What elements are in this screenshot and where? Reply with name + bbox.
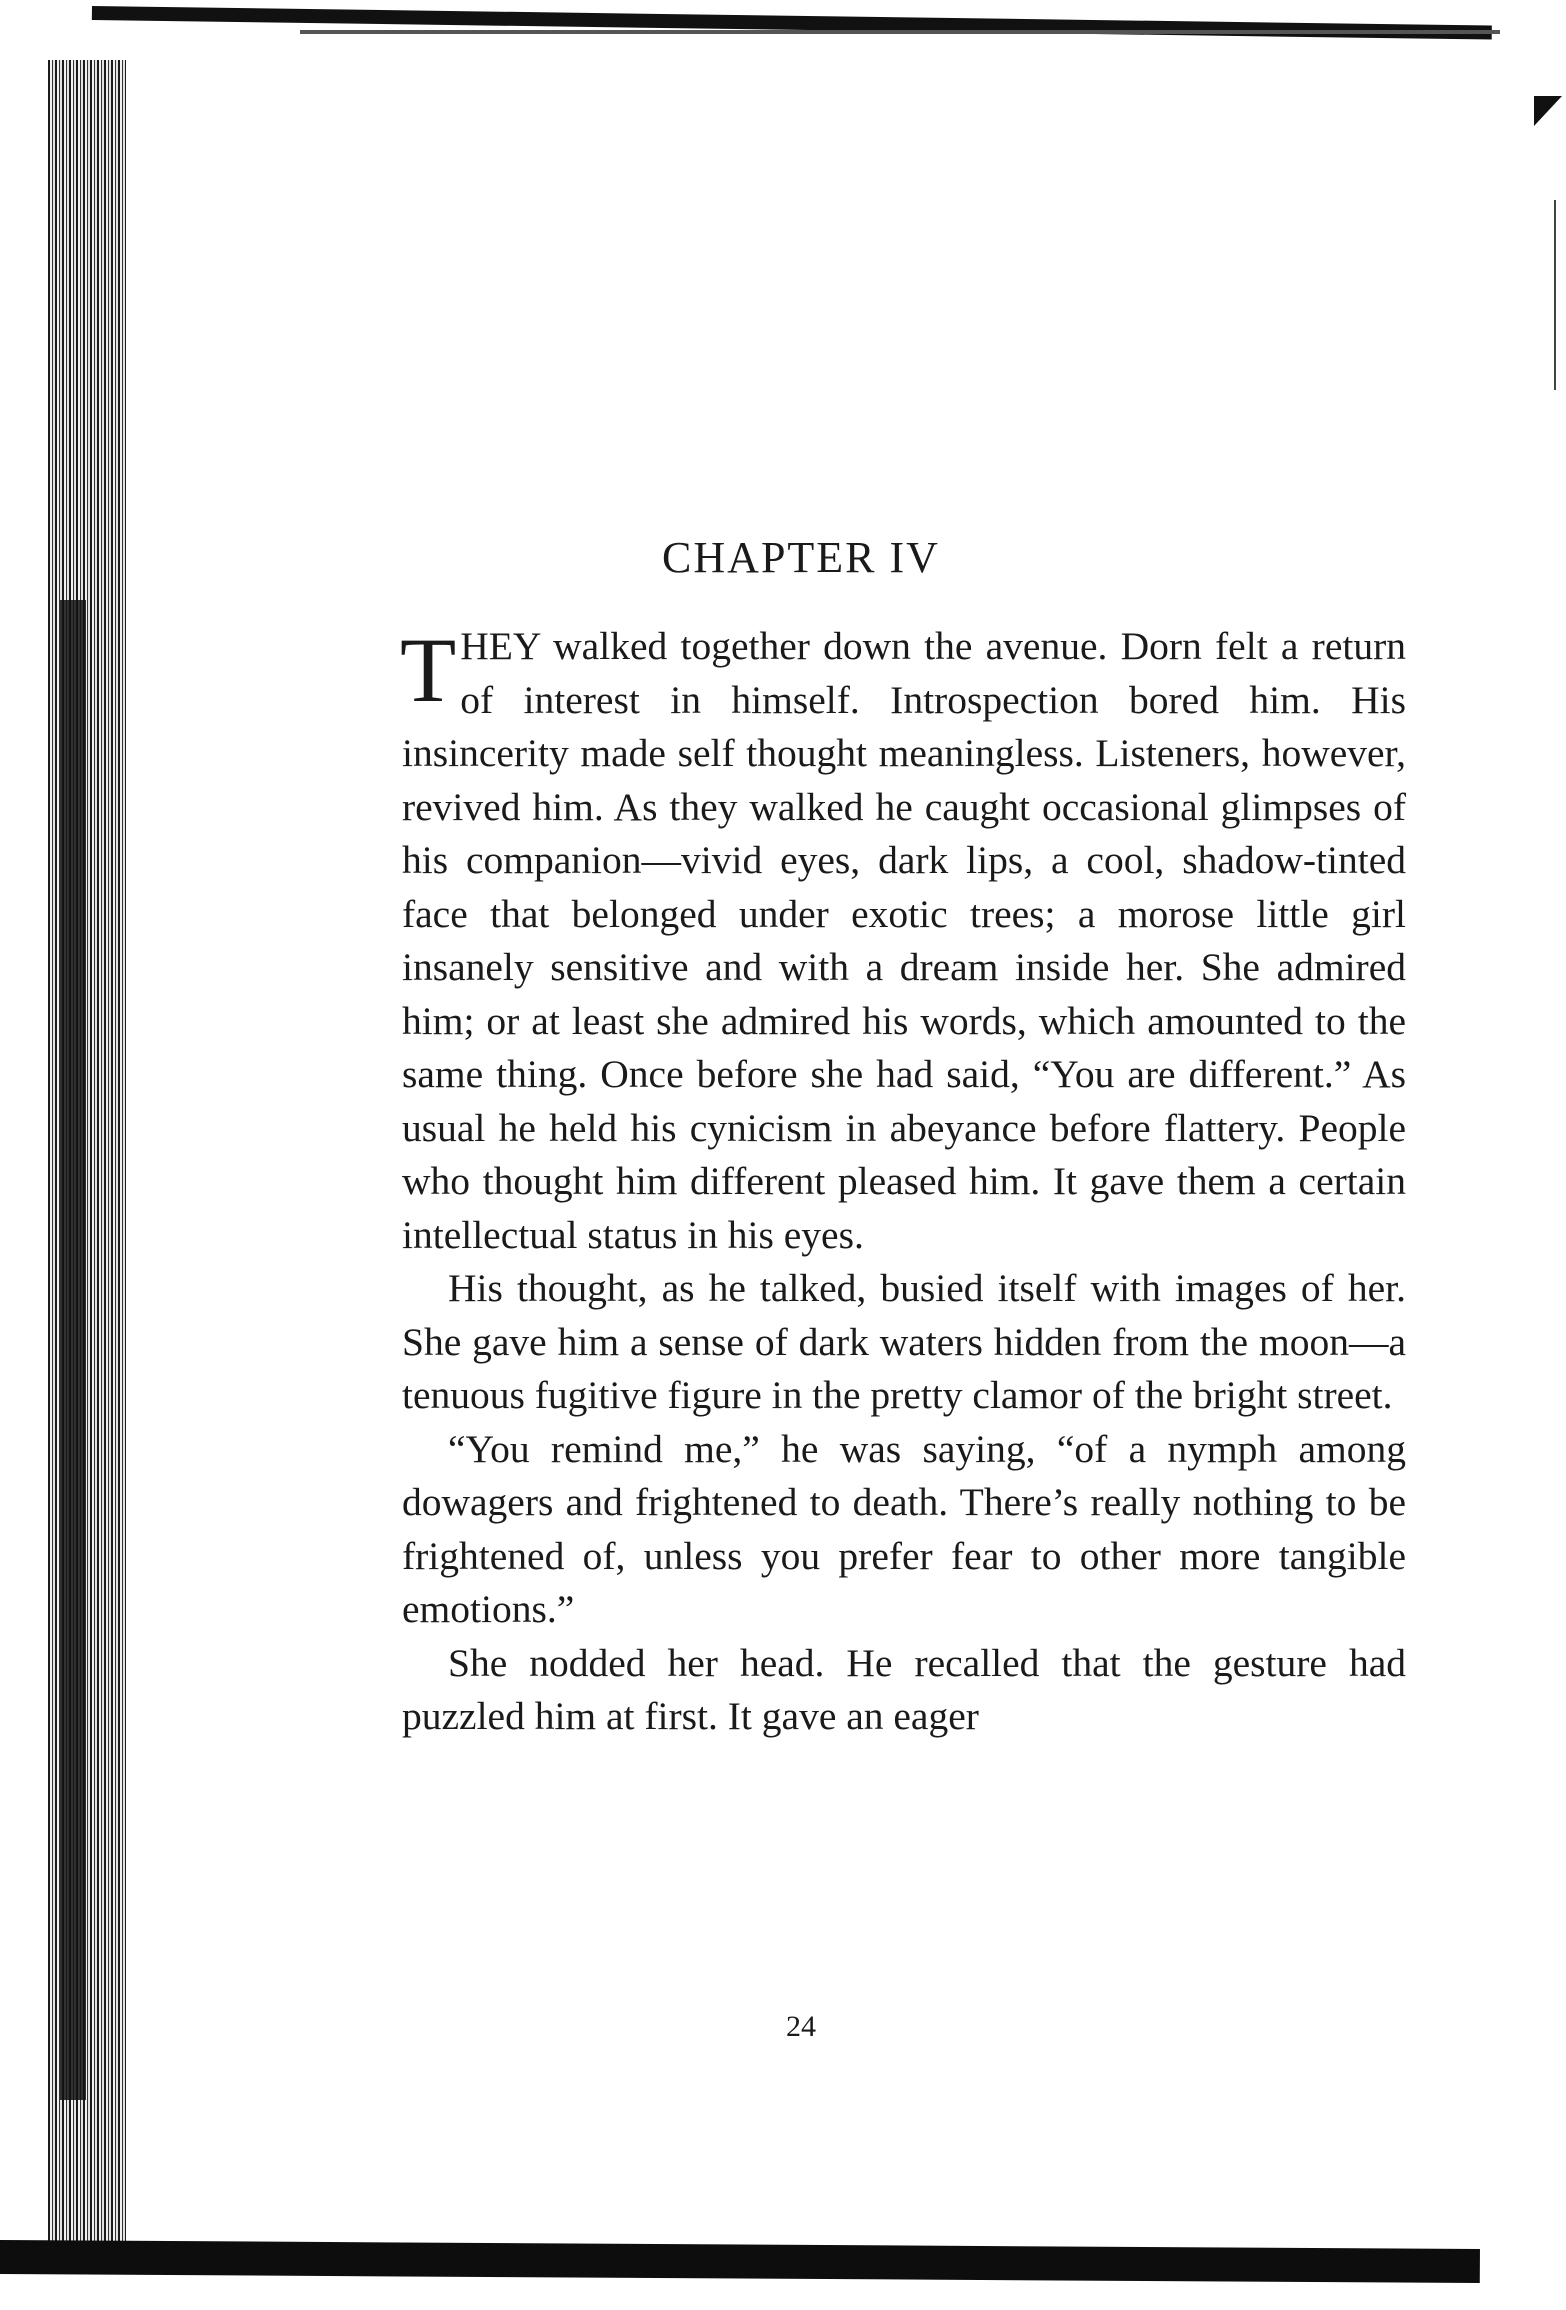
- drop-cap: T: [400, 619, 457, 721]
- paragraph-4: She nodded her head. He recalled that the gesture had puzzled him at first. It gave an eager: [402, 1640, 1406, 1738]
- paragraph-3: “You remind me,” he was saying, “of a nymph among dowagers and frightened to death. There’s really nothing to be frightened of, unless you prefer fear to other more tangible emotions.”: [402, 1426, 1406, 1631]
- page-number: 24: [786, 2010, 816, 2043]
- scan-corner-mark: [1534, 96, 1562, 126]
- scan-top-border: [92, 6, 1492, 40]
- paragraph-1: [402, 620, 1406, 1262]
- chapter-title: CHAPTER IV: [662, 533, 940, 582]
- paragraph-1-text: HEY walked together down the avenue. Dorn felt a return of interest in himself. Introspection bored him. His insincerity made self thought meaningless. Listeners, however, revived him. As they walked he caught occasional glimpses of his companion—vivid eyes, dark lips, a cool, shadow-tinted face that belonged under exotic trees; a morose little girl insanely sensitive and with a dream inside her. She admired him; or at least she admired his words, which amounted to the same thing. Once before she had said, “You are different.” As usual he held his cynicism in abeyance before flattery. People who thought him different pleased him. It gave them a certain intellectual status in his eyes.: [402, 624, 1406, 1257]
- paragraph-2: His thought, as he talked, busied itself with images of her. She gave him a sense of dark waters hidden from the moon—a tenuous fugitive figure in the pretty clamor of the bright street.: [402, 1266, 1406, 1417]
- scan-bottom-border: [0, 2240, 1480, 2283]
- body-text: [402, 620, 1406, 1744]
- scan-right-edge-line: [1554, 200, 1556, 390]
- scan-top-border-shadow: [300, 30, 1500, 34]
- book-binding-shadow: [60, 600, 86, 2100]
